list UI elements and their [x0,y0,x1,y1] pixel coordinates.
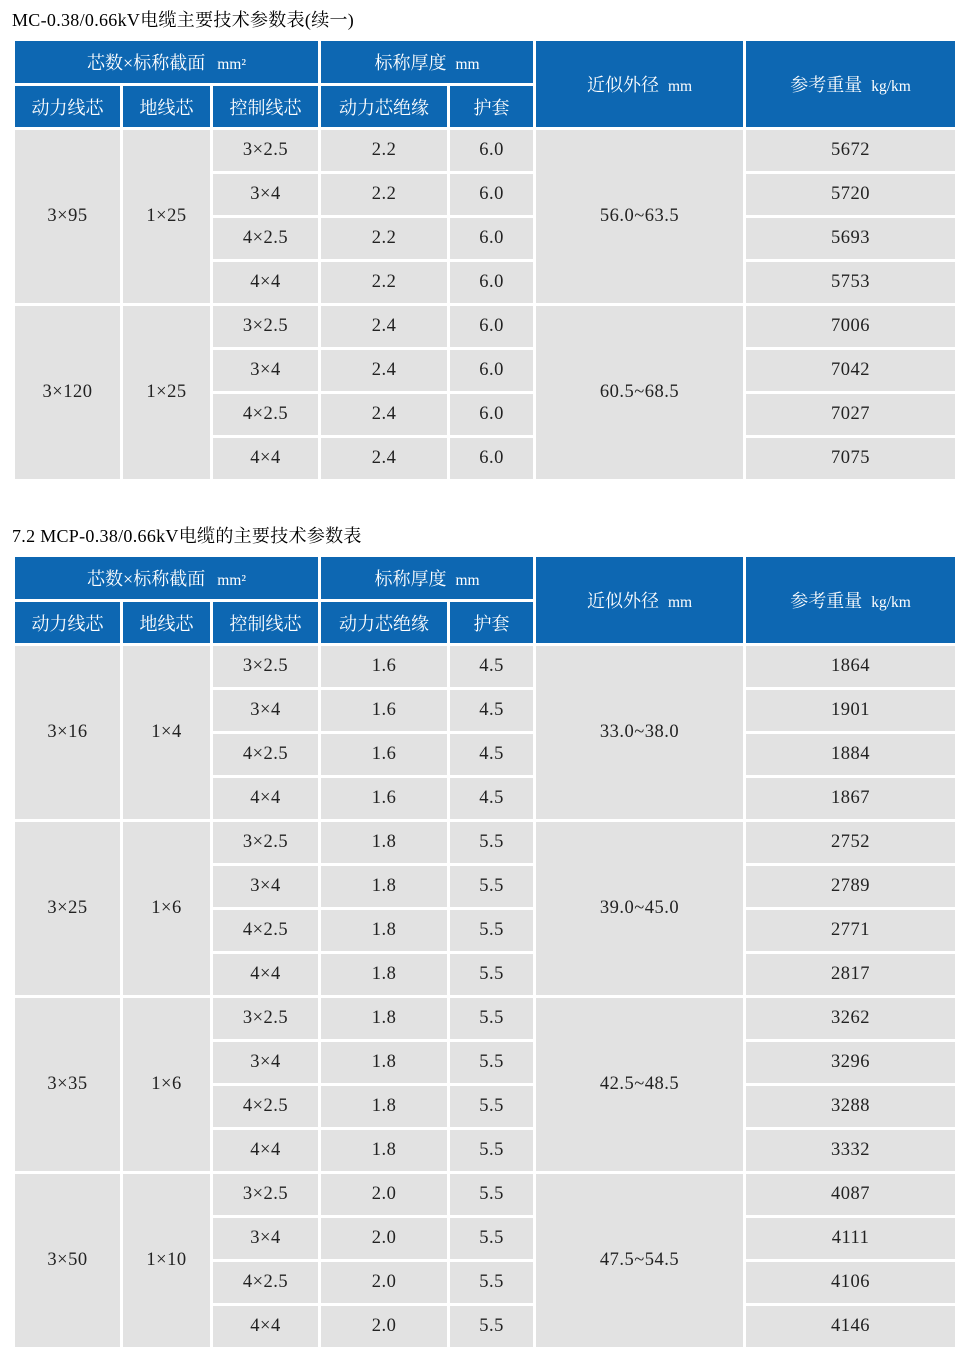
cell-weight: 1884 [745,733,957,777]
cell-weight: 7027 [745,393,957,437]
cell-insulation: 1.8 [320,953,449,997]
header-row-groups [14,556,957,601]
cell-insulation: 2.0 [320,1173,449,1217]
table-header [14,40,957,129]
cell-ground-core: 1×6 [122,821,212,997]
cell-weight: 1864 [745,645,957,689]
header-cores-group [14,556,320,601]
cell-weight: 4111 [745,1217,957,1261]
cell-weight: 2771 [745,909,957,953]
cell-sheath: 5.5 [449,1261,535,1305]
cell-weight: 4106 [745,1261,957,1305]
cell-insulation: 1.6 [320,689,449,733]
cell-weight: 4146 [745,1305,957,1349]
cell-ground-core: 1×25 [122,129,212,305]
cell-insulation: 2.0 [320,1261,449,1305]
header-insulation: 动力芯绝缘 [320,601,449,645]
cell-weight: 7042 [745,349,957,393]
cell-sheath: 4.5 [449,733,535,777]
cell-sheath: 5.5 [449,1041,535,1085]
cell-sheath: 4.5 [449,777,535,821]
cell-weight: 3296 [745,1041,957,1085]
spec-table-mc [12,38,958,482]
header-thickness-group [320,556,535,601]
cell-sheath: 5.5 [449,997,535,1041]
cell-control-core: 3×2.5 [212,305,320,349]
header-weight-label: 参考重量 [790,75,863,95]
cell-sheath: 5.5 [449,1173,535,1217]
header-weight [745,40,957,129]
cell-weight: 5720 [745,173,957,217]
cell-insulation: 1.8 [320,821,449,865]
cell-insulation: 1.6 [320,645,449,689]
cell-control-core: 4×4 [212,1129,320,1173]
cell-weight: 5753 [745,261,957,305]
header-diameter [535,556,745,645]
cell-sheath: 5.5 [449,1217,535,1261]
cell-control-core: 4×4 [212,777,320,821]
cell-insulation: 1.6 [320,733,449,777]
cell-insulation: 2.0 [320,1305,449,1349]
cell-sheath: 5.5 [449,1085,535,1129]
cell-weight: 1901 [745,689,957,733]
header-control-core: 控制线芯 [212,601,320,645]
cell-control-core: 4×2.5 [212,733,320,777]
header-ground-core: 地线芯 [122,85,212,129]
cell-weight: 2817 [745,953,957,997]
header-power-core: 动力线芯 [14,601,122,645]
cell-control-core: 4×4 [212,1305,320,1349]
cell-weight: 3288 [745,1085,957,1129]
cell-sheath: 4.5 [449,645,535,689]
cell-insulation: 1.8 [320,1129,449,1173]
cell-insulation: 1.8 [320,997,449,1041]
table-row [14,1173,957,1217]
header-diameter-label: 近似外径 [586,75,659,95]
cell-weight: 1867 [745,777,957,821]
table-title-mcp: 7.2 MCP-0.38/0.66kV电缆的主要技术参数表 [12,526,362,546]
header-sheath: 护套 [449,601,535,645]
cell-weight: 5672 [745,129,957,173]
cell-insulation: 2.2 [320,173,449,217]
cell-power-core: 3×35 [14,997,122,1173]
cell-ground-core: 1×25 [122,305,212,481]
cell-sheath: 6.0 [449,173,535,217]
cell-weight: 2752 [745,821,957,865]
header-weight-label: 参考重量 [790,591,863,611]
cell-control-core: 4×2.5 [212,393,320,437]
cell-control-core: 3×4 [212,173,320,217]
cell-control-core: 4×2.5 [212,1085,320,1129]
cell-control-core: 3×4 [212,1041,320,1085]
header-diameter-label: 近似外径 [586,591,659,611]
cell-insulation: 1.8 [320,909,449,953]
header-weight [745,556,957,645]
table-row [14,645,957,689]
cell-sheath: 5.5 [449,865,535,909]
cell-control-core: 4×4 [212,261,320,305]
cell-diameter: 56.0~63.5 [535,129,745,305]
cell-insulation: 2.2 [320,129,449,173]
cell-power-core: 3×50 [14,1173,122,1349]
cell-control-core: 3×4 [212,865,320,909]
cell-control-core: 4×2.5 [212,1261,320,1305]
cell-insulation: 2.4 [320,437,449,481]
header-diameter-unit: mm [667,78,693,95]
header-weight-unit: kg/km [871,78,911,95]
cell-weight: 5693 [745,217,957,261]
cell-sheath: 6.0 [449,129,535,173]
header-power-core: 动力线芯 [14,85,122,129]
header-diameter [535,40,745,129]
cell-diameter: 39.0~45.0 [535,821,745,997]
cell-sheath: 6.0 [449,305,535,349]
header-cores-unit: mm² [217,572,246,589]
cell-sheath: 6.0 [449,437,535,481]
cell-insulation: 2.2 [320,217,449,261]
cell-insulation: 1.8 [320,865,449,909]
header-diameter-unit: mm [667,594,693,611]
cell-power-core: 3×25 [14,821,122,997]
cell-power-core: 3×16 [14,645,122,821]
cell-insulation: 1.6 [320,777,449,821]
cell-control-core: 3×4 [212,1217,320,1261]
cell-sheath: 5.5 [449,1305,535,1349]
cell-weight: 7006 [745,305,957,349]
cell-ground-core: 1×4 [122,645,212,821]
cell-weight: 7075 [745,437,957,481]
table-body-mc [14,129,957,481]
header-thickness-group [320,40,535,85]
cell-sheath: 5.5 [449,953,535,997]
table-row [14,305,957,349]
table-row [14,129,957,173]
header-sheath: 护套 [449,85,535,129]
cell-control-core: 4×2.5 [212,909,320,953]
cell-control-core: 3×4 [212,689,320,733]
header-row-groups [14,40,957,85]
cell-control-core: 3×2.5 [212,129,320,173]
header-insulation: 动力芯绝缘 [320,85,449,129]
cell-power-core: 3×120 [14,305,122,481]
cell-insulation: 2.4 [320,393,449,437]
cell-control-core: 3×2.5 [212,645,320,689]
cell-sheath: 4.5 [449,689,535,733]
cell-insulation: 2.0 [320,1217,449,1261]
cell-sheath: 5.5 [449,821,535,865]
section-mcp [12,522,960,1350]
table-title-mc: MC-0.38/0.66kV电缆主要技术参数表(续一) [12,10,355,30]
header-cores-label: 芯数×标称截面 [87,53,206,73]
cell-insulation: 1.8 [320,1041,449,1085]
header-thickness-unit: mm [455,56,480,73]
cell-weight: 2789 [745,865,957,909]
cell-sheath: 6.0 [449,261,535,305]
cell-weight: 3332 [745,1129,957,1173]
header-ground-core: 地线芯 [122,601,212,645]
cell-insulation: 2.4 [320,349,449,393]
cell-weight: 4087 [745,1173,957,1217]
cell-power-core: 3×95 [14,129,122,305]
cell-control-core: 3×2.5 [212,821,320,865]
table-header [14,556,957,645]
cell-insulation: 1.8 [320,1085,449,1129]
cell-diameter: 47.5~54.5 [535,1173,745,1349]
spec-table-mcp [12,554,958,1350]
header-cores-group [14,40,320,85]
cell-sheath: 5.5 [449,909,535,953]
cell-ground-core: 1×6 [122,997,212,1173]
cell-ground-core: 1×10 [122,1173,212,1349]
table-body-mcp [14,645,957,1349]
table-row [14,821,957,865]
header-thickness-label: 标称厚度 [374,53,447,73]
cell-insulation: 2.4 [320,305,449,349]
header-control-core: 控制线芯 [212,85,320,129]
cell-control-core: 4×4 [212,437,320,481]
cell-control-core: 4×2.5 [212,217,320,261]
cell-sheath: 6.0 [449,217,535,261]
cell-control-core: 4×4 [212,953,320,997]
header-weight-unit: kg/km [871,594,911,611]
header-cores-label: 芯数×标称截面 [87,569,206,589]
header-thickness-label: 标称厚度 [374,569,447,589]
header-thickness-unit: mm [455,572,480,589]
cell-control-core: 3×2.5 [212,1173,320,1217]
cell-control-core: 3×4 [212,349,320,393]
cell-sheath: 6.0 [449,393,535,437]
header-cores-unit: mm² [217,56,246,73]
cell-control-core: 3×2.5 [212,997,320,1041]
section-mc [12,6,960,482]
cell-sheath: 5.5 [449,1129,535,1173]
cell-insulation: 2.2 [320,261,449,305]
cell-diameter: 42.5~48.5 [535,997,745,1173]
cell-sheath: 6.0 [449,349,535,393]
cell-diameter: 60.5~68.5 [535,305,745,481]
table-row [14,997,957,1041]
cell-diameter: 33.0~38.0 [535,645,745,821]
cell-weight: 3262 [745,997,957,1041]
